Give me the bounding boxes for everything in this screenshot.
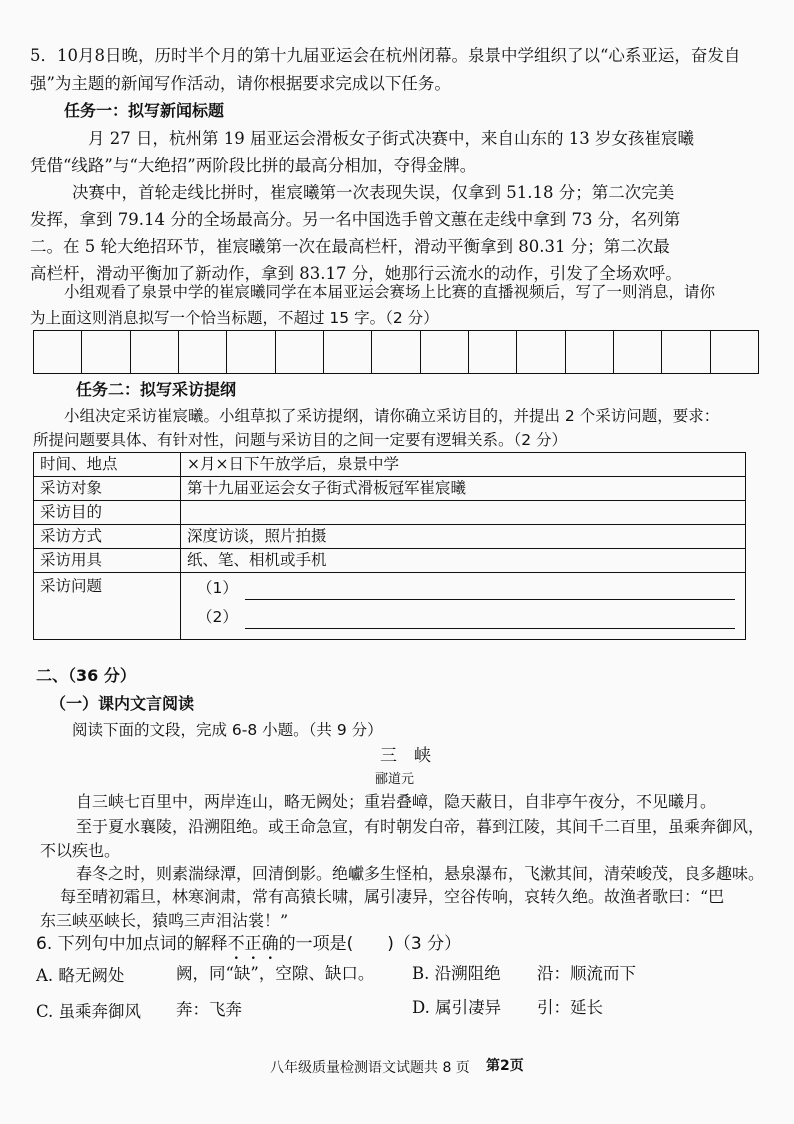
row-label: 采访对象 (34, 477, 181, 501)
question-line-2 (187, 606, 739, 629)
task1-para2-line1: 决赛中，首轮走线比拼时，崔宸曦第一次表现失误，仅拿到 51.18 分；第二次完美 (72, 183, 675, 202)
task1-para1-line1: 月 27 日，杭州第 19 届亚运会滑板女子街式决赛中，来自山东的 13 岁女孩崔宸曦 (88, 129, 694, 148)
question-number: （2） (197, 608, 238, 626)
row-value: 纸、笔、相机或手机 (181, 549, 746, 573)
q6-stem (36, 932, 461, 964)
interview-purpose-field[interactable] (181, 501, 746, 525)
option-c-gloss: 奔：飞奔 (176, 1000, 242, 1019)
answer-cell[interactable] (614, 331, 662, 373)
answer-cell[interactable] (372, 331, 420, 373)
option-a-label[interactable]: A. 略无阙处 (36, 966, 125, 985)
section2-instruction: 阅读下面的文段，完成 6-8 小题。（共 9 分） (72, 721, 383, 739)
row-label: 采访问题 (34, 573, 181, 640)
footer-page-number: 第2页 (486, 1058, 524, 1074)
answer-cell[interactable] (711, 331, 758, 373)
table-row (34, 501, 746, 525)
task1-para2-line3: 二。在 5 轮大绝招环节，崔宸曦第一次在最高栏杆，滑动平衡拿到 80.31 分；第二次最 (30, 237, 670, 256)
table-row (34, 477, 746, 501)
option-c-label[interactable]: C. 虽乘奔御风 (36, 1002, 142, 1021)
task1-heading: 任务一：拟写新闻标题 (64, 101, 225, 120)
row-value: 第十九届亚运会女子街式滑板冠军崔宸曦 (181, 477, 746, 501)
answer-cell[interactable] (566, 331, 614, 373)
task1-prompt-line1: 小组观看了泉景中学的崔宸曦同学在本届亚运会赛场上比赛的直播视频后，写了一则消息，请你 (64, 283, 716, 301)
table-row (34, 573, 746, 640)
row-value: 深度访谈，照片拍摄 (181, 525, 746, 549)
task2-prompt-line2: 所提问题要具体、有针对性，问题与采访目的之间一定要有逻辑关系。（2 分） (33, 431, 568, 449)
passage-p4-line1: 每至晴初霜旦，林寒涧肃，常有高猿长啸，属引凄异，空谷传响，哀转久绝。故渔者歌曰：“巴 (60, 887, 725, 906)
q6-stem-post: 的一项是( )（3 分） (278, 934, 462, 954)
answer-cell[interactable] (517, 331, 565, 373)
section2-subheading: （一）课内文言阅读 (50, 694, 195, 713)
passage-p3: 春冬之时，则素湍绿潭，回清倒影。绝巘多生怪柏，悬泉瀑布，飞漱其间，清荣峻茂，良多趣味。 (76, 864, 765, 883)
answer-cell[interactable] (131, 331, 179, 373)
title-answer-grid[interactable] (33, 330, 759, 374)
answer-cell[interactable] (469, 331, 517, 373)
footer-exam-info: 八年级质量检测语文试题共 8 页 (270, 1060, 470, 1076)
answer-cell[interactable] (34, 331, 82, 373)
task2-prompt-line1: 小组决定采访崔宸曦。小组草拟了采访提纲，请你确立采访目的，并提出 2 个采访问题，要求： (64, 407, 720, 425)
section2-heading: 二、（36 分） (36, 666, 136, 685)
q6-stem-pre: 6. 下列句中加点词的解释 (36, 934, 228, 954)
question-2-answer-blank[interactable] (245, 608, 735, 629)
interview-plan-table (33, 452, 746, 640)
question-line-1 (187, 577, 739, 600)
q5-intro-line2: 强”为主题的新闻写作活动，请你根据要求完成以下任务。 (30, 74, 451, 93)
task2-heading: 任务二：拟写采访提纲 (76, 380, 237, 399)
task1-para2-line4: 高栏杆，滑动平衡加了新动作，拿到 83.17 分，她那行云流水的动作，引发了全场欢呼。 (30, 264, 682, 283)
passage-author: 郦道元 (375, 772, 415, 787)
q5-intro-line1: 5．10月8日晚，历时半个月的第十九届亚运会在杭州闭幕。泉景中学组织了以“心系亚运，奋发自 (30, 46, 741, 65)
option-a-gloss: 阙，同“缺”，空隙、缺口。 (176, 964, 375, 983)
row-value: ×月×日下午放学后，泉景中学 (181, 453, 746, 477)
questions-cell (181, 573, 746, 640)
answer-cell[interactable] (276, 331, 324, 373)
answer-cell[interactable] (179, 331, 227, 373)
task1-prompt-line2: 为上面这则消息拟写一个恰当标题，不超过 15 字。（2 分） (30, 309, 439, 327)
passage-p1: 自三峡七百里中，两岸连山，略无阙处；重岩叠嶂，隐天蔽日，自非亭午夜分，不见曦月。 (76, 792, 717, 811)
answer-cell[interactable] (421, 331, 469, 373)
task1-para1-line2: 凭借“线路”与“大绝招”两阶段比拼的最高分相加，夺得金牌。 (30, 156, 477, 175)
answer-cell[interactable] (324, 331, 372, 373)
passage-p4-line2: 东三峡巫峡长，猿鸣三声泪沾裳！” (40, 911, 289, 930)
table-row (34, 549, 746, 573)
table-row (34, 525, 746, 549)
answer-cell[interactable] (82, 331, 130, 373)
row-label: 采访目的 (34, 501, 181, 525)
option-b-label[interactable]: B. 沿溯阻绝 (412, 964, 501, 983)
option-d-gloss: 引：延长 (537, 998, 603, 1017)
passage-p2-line2: 不以疾也。 (40, 841, 121, 860)
task1-para2-line2: 发挥，拿到 79.14 分的全场最高分。另一名中国选手曾文蕙在走线中拿到 73 分，名列第 (30, 210, 681, 229)
q6-stem-emphasis: 不正确 (227, 934, 279, 954)
row-label: 采访用具 (34, 549, 181, 573)
option-d-label[interactable]: D. 属引凄异 (412, 998, 502, 1017)
option-b-gloss: 沿：顺流而下 (537, 964, 636, 983)
row-label: 时间、地点 (34, 453, 181, 477)
answer-cell[interactable] (662, 331, 710, 373)
row-label: 采访方式 (34, 525, 181, 549)
answer-cell[interactable] (227, 331, 275, 373)
question-number: （1） (197, 579, 238, 597)
question-1-answer-blank[interactable] (245, 579, 735, 600)
table-row (34, 453, 746, 477)
passage-p2-line1: 至于夏水襄陵，沿溯阻绝。或王命急宣，有时朝发白帝，暮到江陵，其间千二百里，虽乘奔御风， (76, 817, 765, 836)
passage-title: 三 峡 (380, 746, 431, 766)
